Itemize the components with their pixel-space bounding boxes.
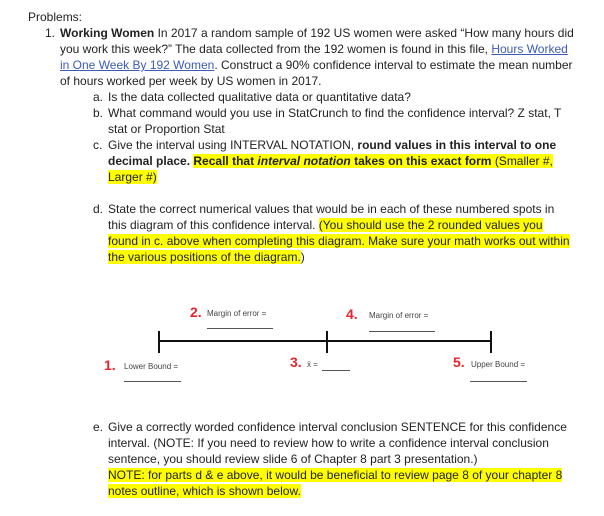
- spot-1-blank: [124, 381, 181, 382]
- confidence-interval-diagram: [0, 290, 604, 390]
- data-file-link[interactable]: Hours Worked in One Week By 192 Women: [60, 42, 568, 72]
- spot-1-label: Lower Bound =: [124, 362, 179, 371]
- part-a: [93, 89, 578, 105]
- part-b-marker: b.: [93, 106, 104, 120]
- part-a-text: Is the data collected qualitative data or quantitative data?: [108, 90, 411, 104]
- part-e-highlight: NOTE: for parts d & e above, it would be beneficial to review page 8 of your chapter 8 notes outline, which is shown below.: [108, 468, 563, 498]
- part-e: [93, 419, 570, 499]
- spot-3-blank: [322, 370, 350, 371]
- part-d-highlight: (You should use the 2 rounded values you found in c. above when completing this diagram. Make sure your math works out within the various positions of the diagram.: [108, 218, 570, 264]
- problems-heading: Problems:: [28, 10, 83, 24]
- part-c-bold: round values in this interval to one decimal place.: [108, 138, 557, 168]
- part-d-close: ): [300, 250, 305, 264]
- spot-5-blank: [470, 381, 527, 382]
- spot-3-number: 3.: [290, 354, 302, 370]
- part-e-marker: e.: [93, 420, 104, 434]
- problem-1: [45, 25, 580, 89]
- spot-3-label: x̄ =: [307, 360, 318, 369]
- part-c-text: Give the interval using INTERVAL NOTATION,: [108, 138, 358, 152]
- problem-title: Working Women: [60, 26, 155, 40]
- spot-4-blank: [369, 331, 435, 332]
- part-b-text: What command would you use in StatCrunch to find the confidence interval? Z stat, T stat or Proportion Stat: [108, 106, 562, 136]
- problem-text: In 2017 a random sample of 192 US women were asked “How many hours did you work this week?” The data collected from the 192 women is found in this file,: [60, 26, 574, 56]
- part-c: [93, 137, 570, 185]
- interval-line: [158, 340, 492, 342]
- spot-5-number: 5.: [453, 354, 465, 370]
- spot-2-label: Margin of error =: [207, 309, 267, 318]
- problem-number: 1.: [45, 26, 56, 40]
- spot-4-number: 4.: [346, 306, 358, 322]
- part-d-marker: d.: [93, 202, 104, 216]
- part-b: [93, 105, 568, 137]
- left-tick: [158, 331, 160, 353]
- part-e-text: Give a correctly worded confidence interval conclusion SENTENCE for this confidence interval. (NOTE: If you need to review how to write a confidence interval conclusion sentence, you should review slide 6 of Chapter 8 part 3 presentation.): [108, 420, 567, 466]
- part-d: [93, 201, 573, 265]
- spot-2-number: 2.: [190, 304, 202, 320]
- spot-2-blank: [207, 328, 273, 329]
- right-tick: [490, 331, 492, 353]
- spot-4-label: Margin of error =: [369, 311, 429, 320]
- problem-text-2: . Construct a 90% confidence interval to estimate the mean number of hours worked per week by US women in 2017.: [60, 58, 573, 88]
- part-a-marker: a.: [93, 90, 104, 104]
- center-tick: [326, 331, 328, 353]
- part-c-highlight: Recall that interval notation takes on this exact form (Smaller #, Larger #): [108, 154, 553, 184]
- part-d-text: State the correct numerical values that would be in each of these numbered spots in this diagram of this confidence interval.: [108, 202, 555, 232]
- spot-1-number: 1.: [104, 357, 116, 373]
- spot-5-label: Upper Bound =: [471, 360, 526, 369]
- part-c-marker: c.: [93, 138, 103, 152]
